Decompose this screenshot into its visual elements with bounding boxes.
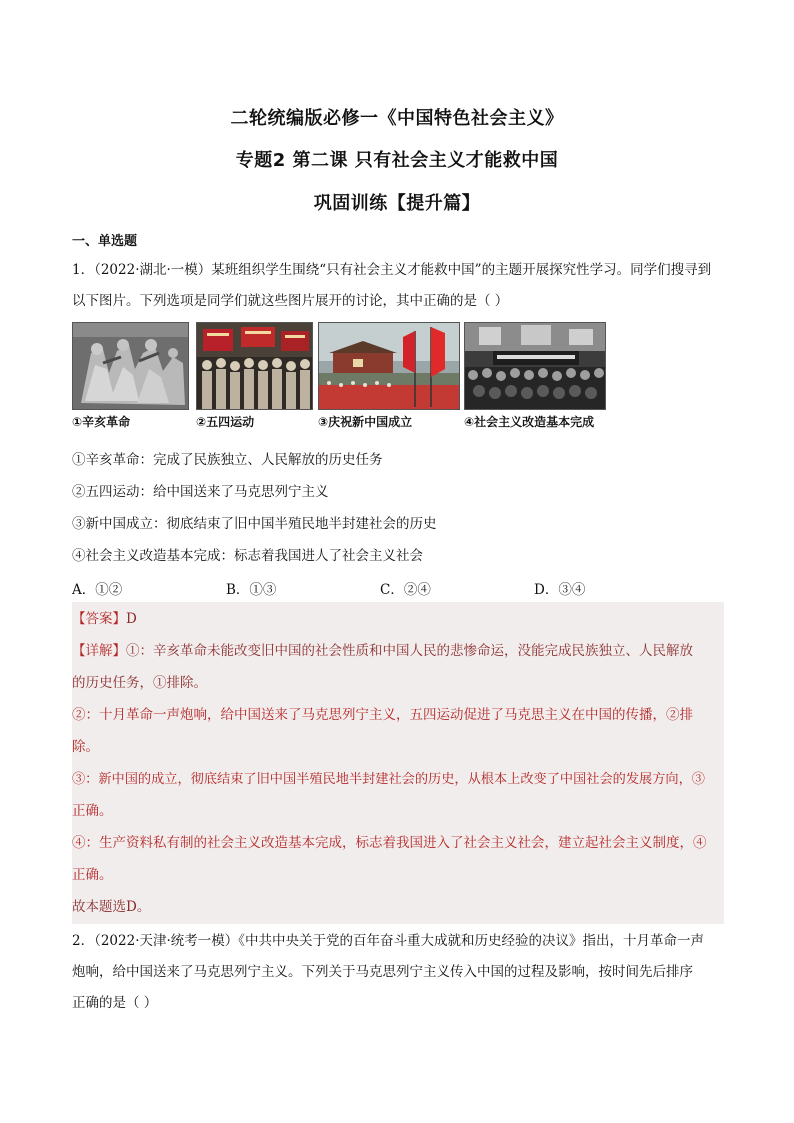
statement-3: ③新中国成立：彻底结束了旧中国半殖民地半封建社会的历史 — [72, 516, 437, 532]
figure-caption-1: ①辛亥革命 — [72, 415, 131, 429]
detail-line-3: ②：十月革命一声炮响，给中国送来了马克思列宁主义，五四运动促进了马克思主义在中国的传播，②排 — [72, 707, 693, 723]
figure-image-relief — [72, 322, 189, 410]
statement-2: ②五四运动：给中国送来了马克思列宁主义 — [72, 484, 329, 500]
answer-line — [72, 604, 724, 635]
option-b[interactable]: B．①③ — [226, 582, 277, 598]
figure-caption-3: ③庆祝新中国成立 — [318, 415, 413, 429]
document-title: 二轮统编版必修一《中国特色社会主义》 — [230, 108, 564, 129]
detail-line-1 — [72, 636, 724, 667]
question-2-line-2: 炮响，给中国送来了马克思列宁主义。下列关于马克思列宁主义传入中国的过程及影响，按时间先后排序 — [72, 964, 693, 980]
detail-conclusion: 故本题选D。 — [72, 899, 151, 915]
detail-line-8: 正确。 — [72, 867, 113, 883]
detail-line-5: ③：新中国的成立，彻底结束了旧中国半殖民地半封建社会的历史，从根本上改变了中国社会的发展方向，③ — [72, 772, 705, 787]
question-1-line-2: 以下图片。下列选项是同学们就这些图片展开的讨论，其中正确的是（ ） — [72, 293, 509, 309]
question-1-statements — [72, 445, 724, 573]
option-d[interactable]: D．③④ — [534, 582, 586, 598]
question-1-text — [72, 255, 724, 317]
document-section-title: 巩固训练【提升篇】 — [313, 193, 481, 214]
figure-socialist-transformation — [464, 322, 606, 434]
option-c[interactable]: C．②④ — [380, 582, 431, 598]
question-1-line-1: 1．（2022·湖北·一模）某班组织学生围绕“只有社会主义才能救中国”的主题开展探究性学习。同学们搜寻到 — [72, 262, 712, 278]
figure-caption-4: ④社会主义改造基本完成 — [464, 415, 595, 429]
figure-image-rally — [464, 322, 606, 410]
figure-image-crowd — [196, 322, 313, 410]
statement-1: ①辛亥革命：完成了民族独立、人民解放的历史任务 — [72, 452, 383, 468]
detail-line-2: 的历史任务，①排除。 — [72, 675, 207, 691]
question-1-options — [72, 574, 724, 602]
detail-label: 【详解】 — [72, 643, 126, 659]
question-2-line-3: 正确的是（ ） — [72, 995, 158, 1011]
detail-text-1: ①：辛亥革命未能改变旧中国的社会性质和中国人民的悲惨命运，没能完成民族独立、人民解放 — [126, 643, 693, 659]
figure-xinhai-revolution — [72, 322, 189, 434]
detail-line-6: 正确。 — [72, 803, 113, 819]
answer-value: D — [126, 611, 137, 627]
figure-caption-2: ②五四运动 — [196, 415, 255, 429]
detail-line-4: 除。 — [72, 739, 99, 755]
statement-4: ④社会主义改造基本完成：标志着我国进人了社会主义社会 — [72, 548, 423, 564]
option-a[interactable]: A．①② — [72, 582, 123, 598]
figure-image-tiananmen — [318, 322, 460, 410]
answer-label: 【答案】 — [72, 611, 126, 627]
question-2-line-1: 2．（2022·天津·统考一模）《中共中央关于党的百年奋斗重大成就和历史经验的决议》指出，十月革命一声 — [72, 933, 705, 949]
question-1-figures — [72, 322, 612, 434]
question-2-text — [72, 926, 724, 1019]
figure-founding-celebration — [318, 322, 460, 434]
figure-may-fourth — [196, 322, 313, 434]
document-subtitle: 专题2 第二课 只有社会主义才能救中国 — [235, 150, 559, 171]
section-heading: 一、单选题 — [72, 234, 138, 249]
detail-line-7: ④：生产资料私有制的社会主义改造基本完成，标志着我国进入了社会主义社会，建立起社会主义制度，④ — [72, 835, 707, 851]
